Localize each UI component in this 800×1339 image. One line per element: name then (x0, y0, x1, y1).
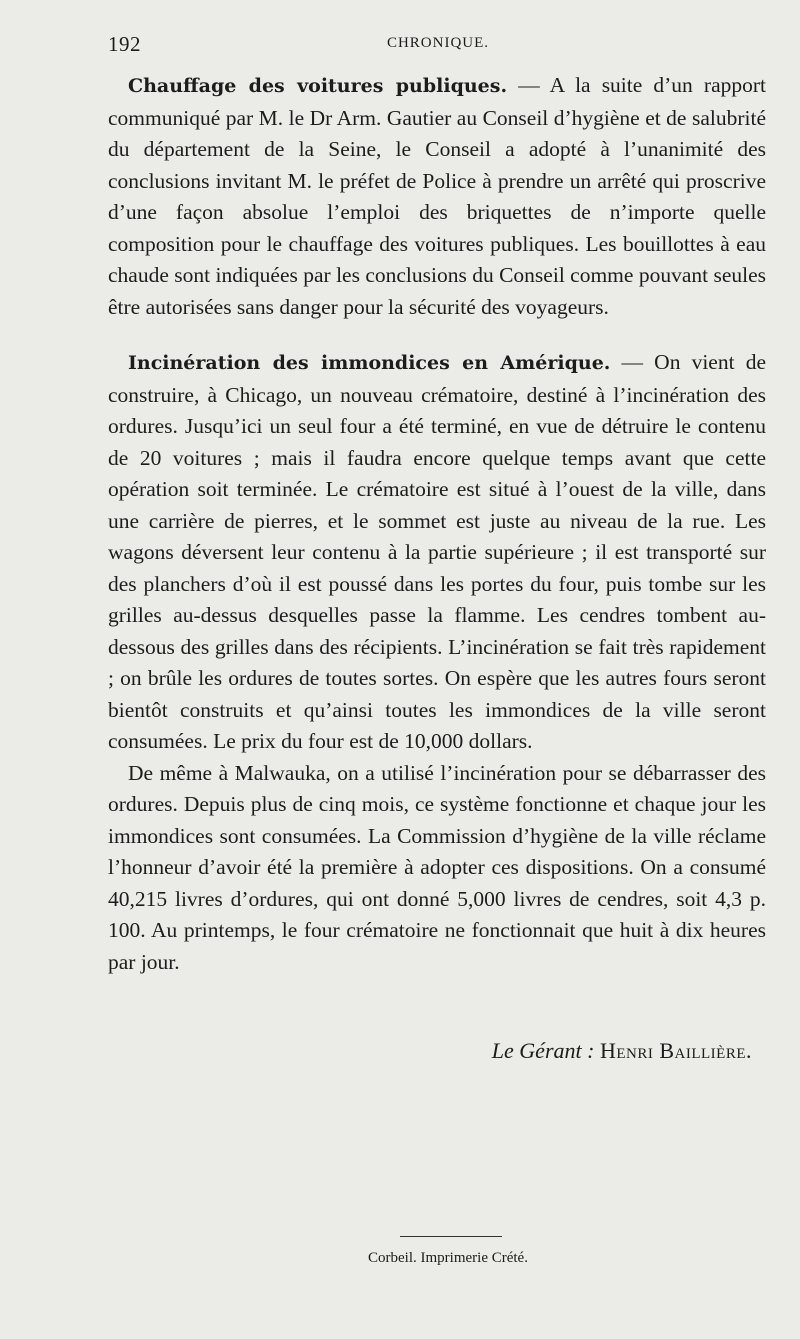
printer-text: Corbeil. Imprimerie Crété. (368, 1250, 528, 1266)
article-body (108, 70, 766, 978)
paragraph-text: — A la suite d’un rapport communiqué par M. le Dr Arm. Gautier au Conseil d’hygiène et de salubrité du département de la Seine, le Conseil a adopté à l’unanimité des conclusions invitant M. le préfet de Police à prendre un arrêté qui proscrive d’une façon absolue l’emploi des briquettes de n’importe quelle composition pour le chauffage des voitures publiques. Les bouillottes à eau chaude sont indiquées par les conclusions du Conseil comme pouvant seules être autorisées sans danger pour la sécurité des voyageurs. (108, 73, 767, 319)
paragraph-malwauka: De même à Malwauka, on a utilisé l’incinération pour se débarrasser des ordures. Depuis plus de cinq mois, ce système fonctionne et chaque jour les immondices sont consumées. La Commission d’hygiène de la ville réclame l’honneur d’avoir été la première à adopter ces dispositions. On a consumé 40,215 livres d’ordures, qui ont donné 5,000 livres de cendres, soit 4,3 p. 100. Au printemps, le four crématoire ne fonctionnait que huit à dix heures par jour. (108, 760, 766, 974)
paragraph-chauffage (108, 70, 766, 323)
section-heading-incineration: Incinération des immondices en Amérique. (128, 352, 611, 374)
paragraph-text: — On vient de construire, à Chicago, un nouveau crématoire, destiné à l’incinération des ordures. Jusqu’ici un seul four a été terminé, en vue de détruire le contenu de 20 voitures ; mais il faudra encore quelque temps avant que cette opération soit terminée. Le crématoire est situé à l’ouest de la ville, dans une carrière de pierres, et le sommet est juste au niveau de la rue. Les wagons déversent leur contenu à la partie supérieure ; il est transporté sur des planchers d’où il est poussé dans les portes du four, puis tombe sur les grilles au-dessus desquelles passe la flamme. Les cendres tombent au-dessous des grilles dans des récipients. L’incinération se fait très rapidement ; on brûle les ordures de toutes sortes. On espère que les autres fours seront bientôt construits et qu’ainsi toutes les immondices de la ville seront consumées. Le prix du four est de 10,000 dollars. (108, 350, 767, 753)
running-title: CHRONIQUE. (386, 35, 490, 51)
signature-name: Henri Baillière. (599, 1038, 752, 1063)
paragraph-incineration (108, 347, 766, 758)
page-header (108, 32, 768, 62)
printer-imprint (0, 1250, 800, 1267)
signature-label: Le Gérant : (491, 1038, 595, 1063)
footer-rule (400, 1236, 502, 1237)
section-heading-chauffage: Chauffage des voitures publiques. (128, 75, 508, 97)
signature (492, 1038, 752, 1064)
page-number: 192 (108, 32, 141, 56)
